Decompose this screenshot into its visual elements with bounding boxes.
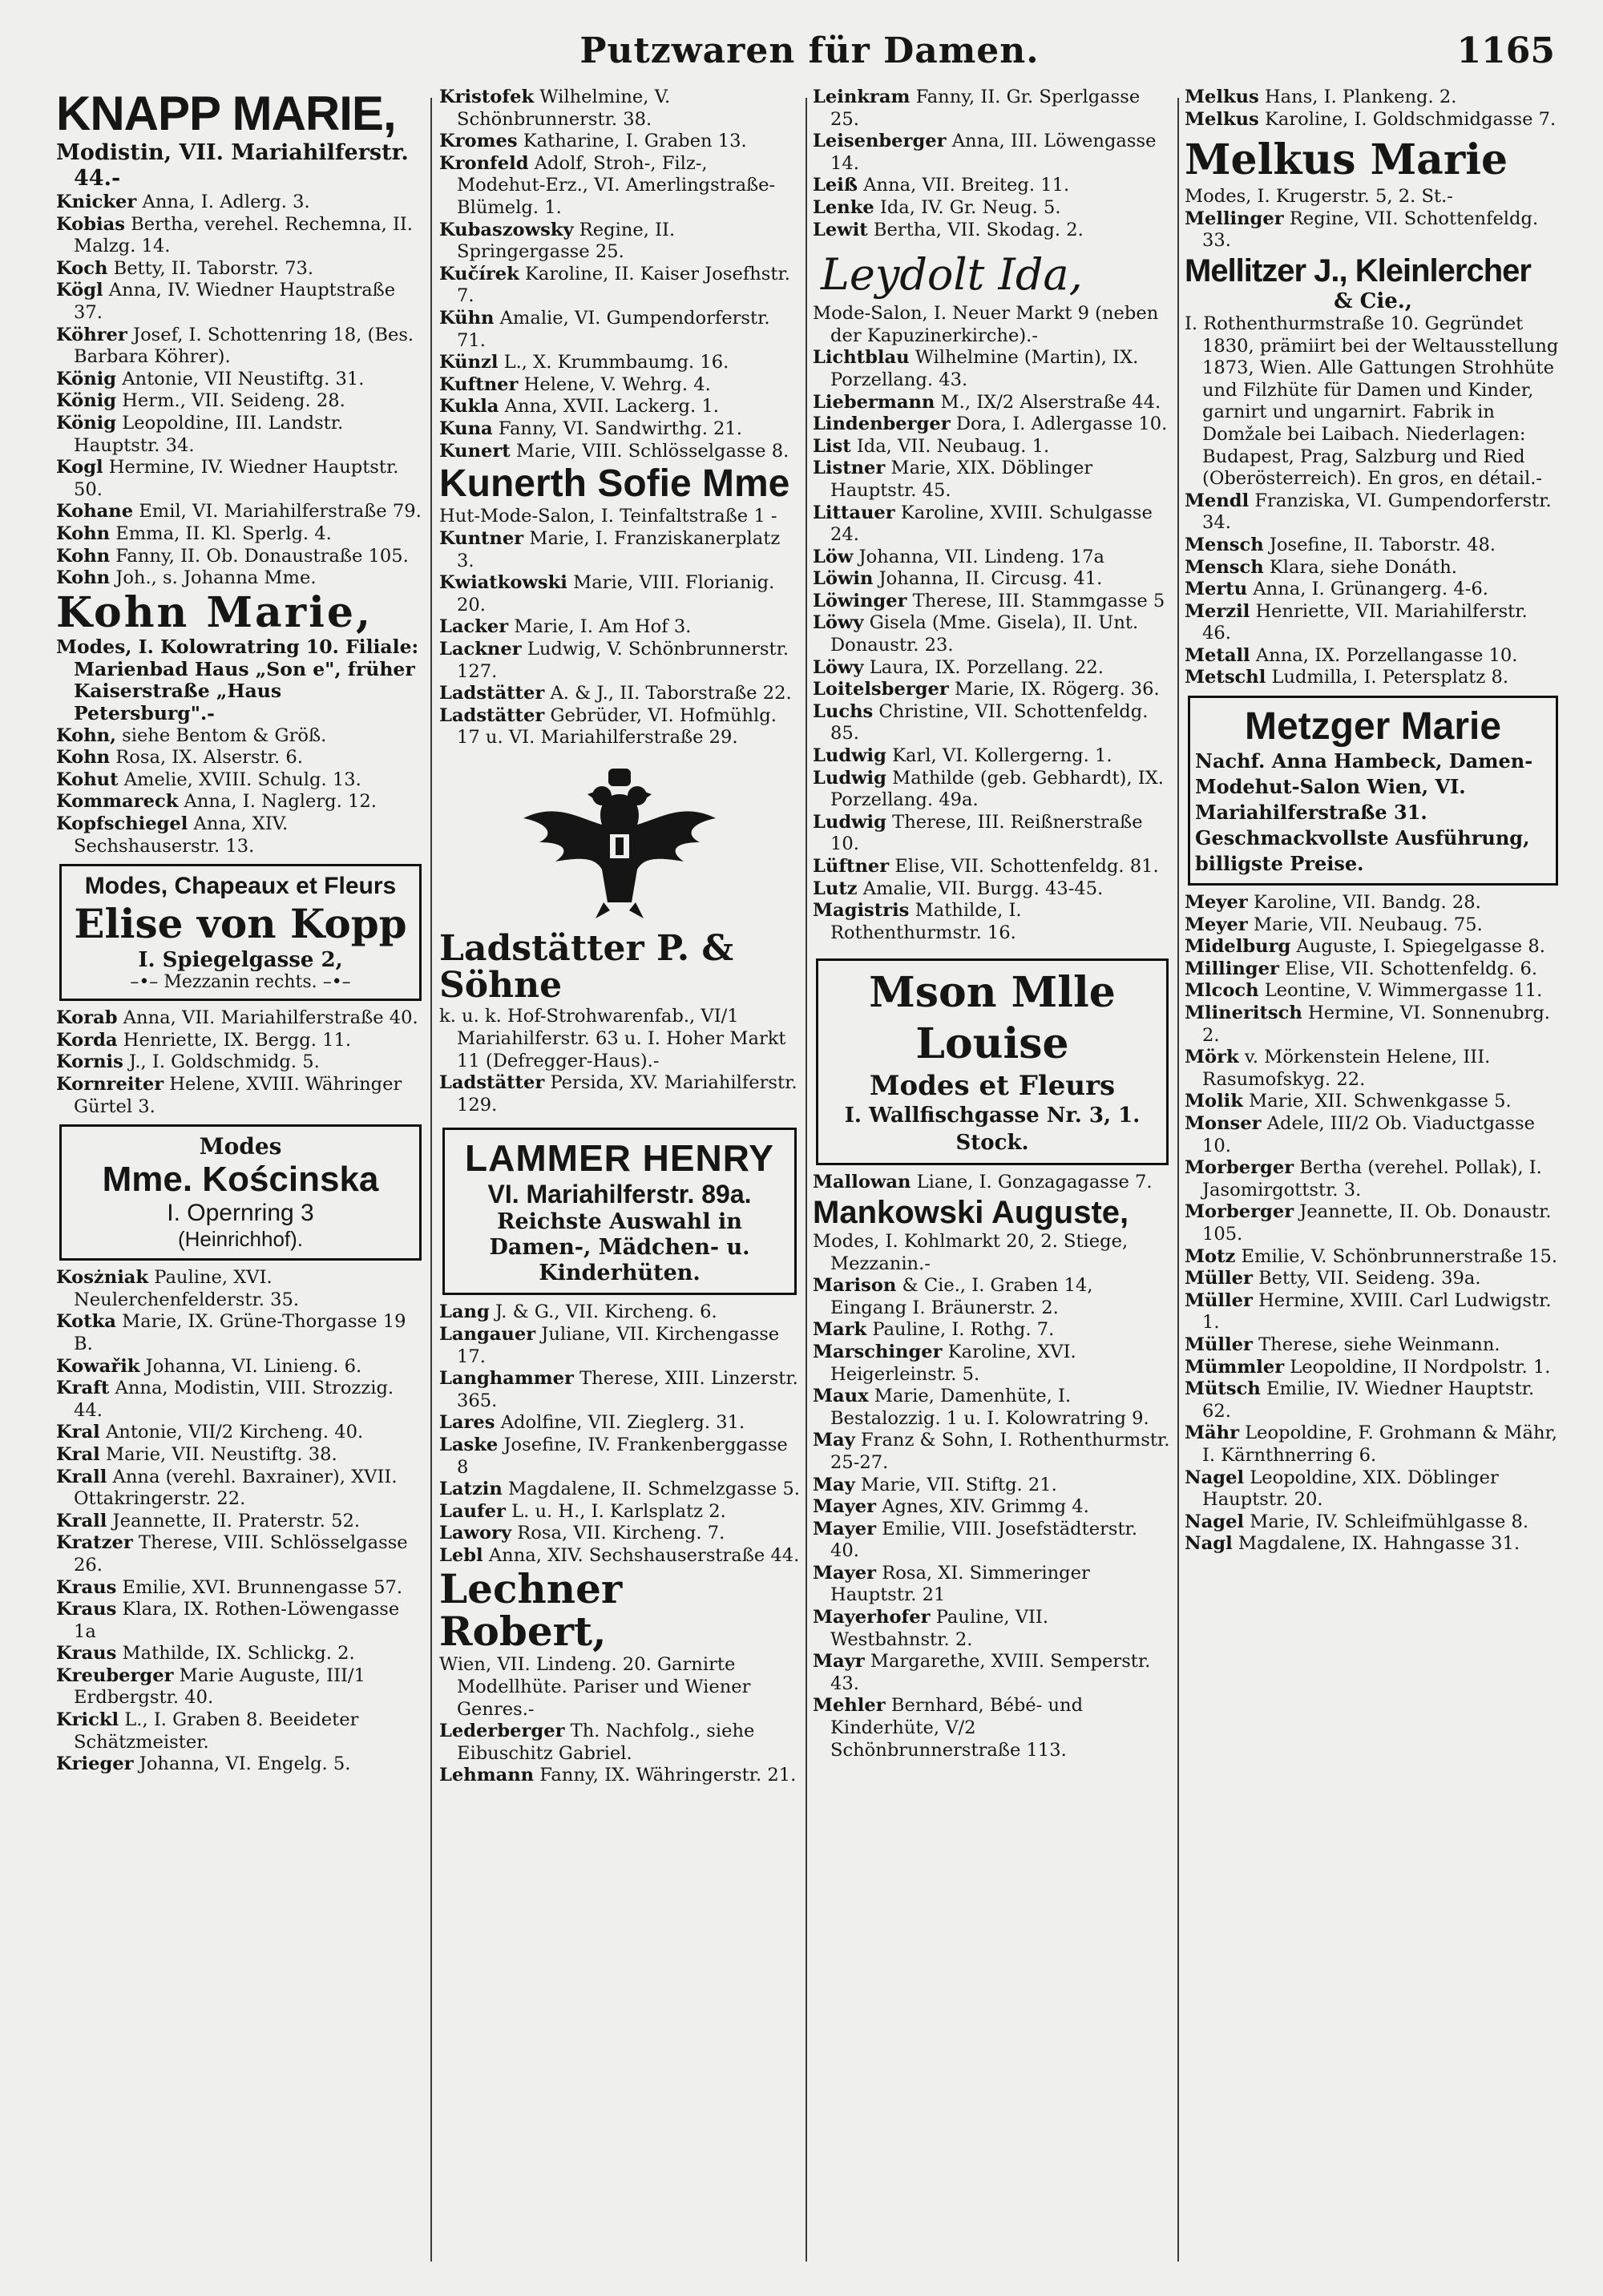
directory-entry: Lenke Ida, IV. Gr. Neug. 5. xyxy=(813,196,1061,218)
directory-entry: Lawory Rosa, VII. Kircheng. 7. xyxy=(439,1523,725,1544)
directory-entry: Mayer Agnes, XIV. Grimmg 4. xyxy=(813,1496,1089,1518)
kunerth-name: Kunerth Sofie Mme xyxy=(439,462,790,506)
directory-entry: Ludwig Mathilde (geb. Gebhardt), IX. Porzellang. 49a. xyxy=(813,767,1164,811)
directory-entry: Nagl Magdalene, IX. Hahngasse 31. xyxy=(1185,1533,1520,1555)
entries-group xyxy=(439,1301,800,1567)
directory-entry: Leiß Anna, VII. Breiteg. 11. xyxy=(813,175,1070,196)
directory-entry: Mayerhofer Pauline, VII. Westbahnstr. 2. xyxy=(813,1607,1049,1650)
mellitzer-name: Mellitzer J., Kleinlercher xyxy=(1185,252,1531,289)
directory-entry: Kuftner Helene, V. Wehrg. 4. xyxy=(439,373,711,395)
directory-entry: Kuntner Marie, I. Franziskanerplatz 3. xyxy=(439,528,781,571)
directory-entry: Mümmler Leopoldine, II Nordpolstr. 1. xyxy=(1185,1356,1551,1378)
directory-entry: Mayr Margarethe, XVIII. Semperstr. 43. xyxy=(813,1651,1151,1694)
directory-entry: Lüftner Elise, VII. Schottenfeldg. 81. xyxy=(813,856,1159,877)
directory-entry: Mertu Anna, I. Grünangerg. 4-6. xyxy=(1185,579,1488,600)
directory-entry: Kohn Joh., s. Johanna Mme. xyxy=(56,567,317,589)
column-1 xyxy=(56,87,425,1776)
louise-advert xyxy=(816,958,1169,1165)
entries-group xyxy=(813,1275,1172,1761)
directory-entry: Kommareck Anna, I. Naglerg. 12. xyxy=(56,791,377,813)
directory-entry: Lichtblau Wilhelmine (Martin), IX. Porzellang. 43. xyxy=(813,347,1139,390)
directory-entry: Latzin Magdalene, II. Schmelzgasse 5. xyxy=(439,1479,800,1500)
entries-group xyxy=(56,725,425,858)
directory-entry: Marschinger Karoline, XVI. Heigerleinstr. 5. xyxy=(813,1341,1076,1385)
directory-entry: Löwin Johanna, II. Circusg. 41. xyxy=(813,568,1103,590)
kopp-line-1: Modes, Chapeaux et Fleurs xyxy=(84,873,397,900)
mankowski-text: Modes, I. Kohlmarkt 20, 2. Stiege, Mezzanin.- xyxy=(813,1230,1129,1274)
entries-group xyxy=(1185,87,1561,131)
directory-entry: Korab Anna, VII. Mariahilferstraße 40. xyxy=(56,1007,418,1029)
mankowski-name: Mankowski Auguste, xyxy=(813,1194,1129,1230)
koscinska-line-2: Mme. Kościnska xyxy=(102,1160,379,1200)
double-headed-eagle-icon xyxy=(507,762,732,922)
metzger-line-2: Nachf. Anna Hambeck, Damen-Modehut-Salon Wien, VI. Mariahilferstraße 31. Geschmackvollste Ausführung, billigste Preise. xyxy=(1195,749,1533,876)
entries-group xyxy=(1185,892,1561,1556)
directory-entry: Motz Emilie, V. Schönbrunnerstraße 15. xyxy=(1185,1245,1558,1267)
directory-entry: Krieger Johanna, VI. Engelg. 5. xyxy=(56,1753,351,1775)
directory-entry: Kotka Marie, IX. Grüne-Thorgasse 19 B. xyxy=(56,1311,406,1354)
directory-entry: Mensch Josefine, II. Taborstr. 48. xyxy=(1185,534,1496,555)
directory-entry: Lang J. & G., VII. Kircheng. 6. xyxy=(439,1301,717,1323)
directory-entry: Köhrer Josef, I. Schottenring 18, (Bes. Barbara Köhrer). xyxy=(56,324,414,368)
directory-entry: Meyer Karoline, VII. Bandg. 28. xyxy=(1185,892,1481,914)
metzger-line-1: Metzger Marie xyxy=(1244,705,1502,749)
mellitzer-sub: & Cie., xyxy=(1334,289,1412,313)
directory-entry: Merzil Henriette, VII. Mariahilferstr. 46. xyxy=(1185,600,1528,644)
page-header xyxy=(56,24,1563,88)
directory-entry: Kraft Anna, Modistin, VIII. Strozzig. 44. xyxy=(56,1378,394,1421)
directory-entry: Kohane Emil, VI. Mariahilferstraße 79. xyxy=(56,501,422,523)
directory-entry: Kristofek Wilhelmine, V. Schönbrunnerstr. 38. xyxy=(439,87,671,130)
directory-entry: May Marie, VII. Stiftg. 21. xyxy=(813,1474,1057,1495)
directory-entry: Leisenberger Anna, III. Löwengasse 14. xyxy=(813,131,1157,174)
leydolt-ida-name: Leydolt Ida, xyxy=(821,249,1083,301)
koscinska-line-4: (Heinrichhof). xyxy=(177,1227,304,1252)
directory-entry: Kuna Fanny, VI. Sandwirthg. 21. xyxy=(439,418,742,439)
entries-group xyxy=(813,1172,1172,1194)
directory-entry: Löwy Laura, IX. Porzellang. 22. xyxy=(813,656,1104,678)
directory-entry: Kosżniak Pauline, XVI. Neulerchenfelderstr. 35. xyxy=(56,1267,300,1310)
lechner-robert-text: Wien, VII. Lindeng. 20. Garnirte Modellhüte. Pariser und Wiener Genres.- xyxy=(439,1654,751,1720)
directory-entry: Kubaszowsky Regine, II. Springergasse 25. xyxy=(439,219,676,263)
directory-entry: Kohn Rosa, IX. Alserstr. 6. xyxy=(56,747,303,769)
directory-entry: König Herm., VII. Seideng. 28. xyxy=(56,390,345,412)
directory-entry: Morberger Bertha (verehel. Pollak), I. Jasomirgottstr. 3. xyxy=(1185,1157,1542,1200)
louise-line-3: I. Wallfischgasse Nr. 3, 1. Stock. xyxy=(844,1104,1141,1156)
directory-entry: Lares Adolfine, VII. Zieglerg. 31. xyxy=(439,1412,745,1434)
directory-entry: Mlineritsch Hermine, VI. Sonnenubrg. 2. xyxy=(1185,1003,1550,1046)
directory-entry: Ladstätter Persida, XV. Mariahilferstr. 129. xyxy=(439,1072,797,1116)
directory-entry: Lackner Ludwig, V. Schönbrunnerstr. 127. xyxy=(439,639,789,682)
koscinska-line-1: Modes xyxy=(199,1133,282,1160)
directory-entry: Lebl Anna, XIV. Sechshauserstraße 44. xyxy=(439,1544,800,1566)
directory-entry: Knicker Anna, I. Adlerg. 3. xyxy=(56,192,310,212)
entries-group xyxy=(813,347,1172,944)
melkus-marie-text: Modes, I. Krugerstr. 5, 2. St.- xyxy=(1185,186,1453,208)
directory-entry: Kohn, siehe Bentom & Größ. xyxy=(56,724,327,746)
directory-entry: Künzl L., X. Krummbaumg. 16. xyxy=(439,352,729,373)
koscinska-line-3: I. Opernring 3 xyxy=(167,1200,314,1227)
directory-entry: Müller Therese, siehe Weinmann. xyxy=(1185,1334,1500,1355)
directory-entry: Kogl Hermine, IV. Wiedner Hauptstr. 50. xyxy=(56,457,399,500)
directory-entry: Morberger Jeannette, II. Ob. Donaustr. 105. xyxy=(1185,1201,1552,1245)
kohn-marie-name: Kohn Marie, xyxy=(56,587,373,637)
directory-entry: Mörk v. Mörkenstein Helene, III. Rasumofskyg. 22. xyxy=(1185,1047,1491,1090)
directory-entry: Kraus Emilie, XVI. Brunnengasse 57. xyxy=(56,1576,403,1598)
directory-entry: Löwinger Therese, III. Stammgasse 5 xyxy=(813,590,1165,611)
directory-entry: Langauer Juliane, VII. Kirchengasse 17. xyxy=(439,1323,780,1367)
leydolt-ida-text: Mode-Salon, I. Neuer Markt 9 (neben der Kapuzinerkirche).- xyxy=(813,303,1159,346)
directory-entry: Lindenberger Dora, I. Adlergasse 10. xyxy=(813,414,1168,435)
directory-entry: Lederberger Th. Nachfolg., siehe Eibuschitz Gabriel. xyxy=(439,1721,755,1764)
column-2 xyxy=(439,87,800,1787)
entries-group xyxy=(56,1267,425,1776)
entries-group xyxy=(439,1721,800,1787)
directory-entry: Nagel Leopoldine, XIX. Döblinger Hauptstr. 20. xyxy=(1185,1467,1499,1511)
directory-entry: Kohn Emma, II. Kl. Sperlg. 4. xyxy=(56,523,332,544)
louise-line-2: Modes et Fleurs xyxy=(869,1070,1116,1103)
lechner-robert-name: Lechner Robert, xyxy=(439,1565,623,1655)
column-divider xyxy=(806,98,807,2262)
kopp-advert xyxy=(59,864,422,1001)
directory-entry: Kunert Marie, VIII. Schlösselgasse 8. xyxy=(439,440,789,462)
directory-entry: Molik Marie, XII. Schwenkgasse 5. xyxy=(1185,1091,1512,1112)
directory-entry: Mütsch Emilie, IV. Wiedner Hauptstr. 62. xyxy=(1185,1378,1535,1422)
directory-entry: Mellinger Regine, VII. Schottenfeldg. 33. xyxy=(1185,208,1539,252)
ladstaetter-soehne-name: Ladstätter P. & Söhne xyxy=(439,928,734,1007)
directory-entry: Kreuberger Marie Auguste, III/1 Erdbergstr. 40. xyxy=(56,1664,365,1709)
directory-entry: Maux Marie, Damenhüte, I. Bestalozzig. 1 u. I. Kolowratring 9. xyxy=(813,1386,1149,1429)
directory-entry: Korda Henriette, IX. Bergg. 11. xyxy=(56,1029,352,1051)
lammer-henry-advert xyxy=(442,1128,797,1295)
directory-entry: Mayer Rosa, XI. Simmeringer Hauptstr. 21 xyxy=(813,1562,1090,1606)
directory-entry: Kratzer Therese, VIII. Schlösselgasse 26. xyxy=(56,1532,408,1576)
directory-entry: Kobias Bertha, verehel. Rechemna, II. Malzg. 14. xyxy=(56,213,413,257)
column-3 xyxy=(813,87,1172,1761)
directory-entry: Löw Johanna, VII. Lindeng. 17a xyxy=(813,546,1104,567)
directory-entry: Lehmann Fanny, IX. Währingerstr. 21. xyxy=(439,1765,797,1786)
directory-entry: Krall Jeannette, II. Praterstr. 52. xyxy=(56,1510,361,1531)
melkus-marie-name: Melkus Marie xyxy=(1185,135,1508,185)
directory-entry: König Leopoldine, III. Landstr. Hauptstr. 34. xyxy=(56,412,344,456)
entries-group xyxy=(439,1072,800,1116)
directory-entry: Kral Antonie, VII/2 Kircheng. 40. xyxy=(56,1422,364,1443)
directory-entry: Mlcoch Leontine, V. Wimmergasse 11. xyxy=(1185,980,1543,1002)
kunerth-text: Hut-Mode-Salon, I. Teinfaltstraße 1 - xyxy=(439,506,777,527)
page-number: 1165 xyxy=(1456,30,1555,71)
directory-entry: Kohn Fanny, II. Ob. Donaustraße 105. xyxy=(56,545,409,567)
directory-entry: Langhammer Therese, XIII. Linzerstr. 365. xyxy=(439,1368,798,1411)
directory-entry: Leinkram Fanny, II. Gr. Sperlgasse 25. xyxy=(813,87,1141,130)
directory-entry: Ladstätter Gebrüder, VI. Hofmühlg. 17 u. VI. Mariahilferstraße 29. xyxy=(439,704,777,749)
koscinska-advert xyxy=(59,1124,422,1261)
kohn-marie-text: Modes, I. Kolowratring 10. Filiale: Marienbad Haus „Son e", früher Kaiserstraße „Haus Petersburg".- xyxy=(56,636,419,725)
directory-entry: Lacker Marie, I. Am Hof 3. xyxy=(439,616,692,638)
directory-entry: Kraus Mathilde, IX. Schlickg. 2. xyxy=(56,1643,355,1664)
directory-entry: Millinger Elise, VII. Schottenfeldg. 6. xyxy=(1185,958,1538,979)
column-4 xyxy=(1185,87,1561,1556)
directory-entry: Midelburg Auguste, I. Spiegelgasse 8. xyxy=(1185,936,1545,958)
directory-entry: Metall Anna, IX. Porzellangasse 10. xyxy=(1185,644,1518,666)
directory-entry: Loitelsberger Marie, IX. Rögerg. 36. xyxy=(813,679,1160,700)
directory-entry: Kowařik Johanna, VI. Linieng. 6. xyxy=(56,1355,362,1377)
directory-entry: Müller Hermine, XVIII. Carl Ludwigstr. 1. xyxy=(1185,1289,1552,1334)
directory-entry: Kral Marie, VII. Neustiftg. 38. xyxy=(56,1443,337,1465)
directory-entry: Kromes Katharine, I. Graben 13. xyxy=(439,131,747,152)
directory-entry: Lutz Amalie, VII. Burgg. 43-45. xyxy=(813,878,1104,899)
directory-entry: Mähr Leopoldine, F. Grohmann & Mähr, I. Kärnthnerring 6. xyxy=(1185,1422,1558,1466)
directory-entry: Meyer Marie, VII. Neubaug. 75. xyxy=(1185,914,1483,935)
ornament-icon: –•– xyxy=(130,972,159,993)
louise-line-1: Mson Mlle Louise xyxy=(869,968,1116,1069)
directory-entry: Metschl Ludmilla, I. Petersplatz 8. xyxy=(1185,667,1509,688)
entries-group xyxy=(1185,490,1561,689)
directory-entry: Mark Pauline, I. Rothg. 7. xyxy=(813,1319,1055,1341)
directory-entry: Melkus Hans, I. Plankeng. 2. xyxy=(1185,87,1457,107)
entries-group xyxy=(439,528,800,749)
directory-entry: Monser Adele, III/2 Ob. Viaductgasse 10. xyxy=(1185,1113,1535,1156)
directory-entry: Nagel Marie, IV. Schleifmühlgasse 8. xyxy=(1185,1511,1529,1532)
page-title: Putzwaren für Damen. xyxy=(579,30,1040,71)
directory-entry: Laske Josefine, IV. Frankenberggasse 8 xyxy=(439,1434,788,1478)
directory-entry: Kronfeld Adolf, Stroh-, Filz-, Modehut-Erz., VI. Amerlingstraße-Blümelg. 1. xyxy=(439,152,776,218)
knapp-marie-name: KNAPP MARIE, xyxy=(56,87,396,140)
directory-entry: Kohut Amelie, XVIII. Schulg. 13. xyxy=(56,769,361,790)
directory-entry: Kučírek Karoline, II. Kaiser Josefhstr. 7. xyxy=(439,263,790,307)
entries-group xyxy=(439,87,800,462)
directory-entry: List Ida, VII. Neubaug. 1. xyxy=(813,435,1050,457)
directory-entry: Ladstätter A. & J., II. Taborstraße 22. xyxy=(439,683,792,704)
directory-entry: Kühn Amalie, VI. Gumpendorferstr. 71. xyxy=(439,307,770,351)
lammer-line-3: Reichste Auswahl in Damen-, Mädchen- u. Kinderhüten. xyxy=(489,1209,750,1286)
directory-page xyxy=(56,24,1563,2268)
entries-group xyxy=(813,87,1172,241)
directory-entry: Koch Betty, II. Taborstr. 73. xyxy=(56,257,313,279)
kopp-line-3: I. Spiegelgasse 2, xyxy=(138,948,343,973)
directory-entry: Kopfschiegel Anna, XIV. Sechshauserstr. 13. xyxy=(56,813,289,857)
metzger-advert xyxy=(1188,696,1558,886)
directory-entry: Lewit Bertha, VII. Skodag. 2. xyxy=(813,219,1084,240)
column-divider xyxy=(430,98,432,2262)
knapp-marie-text: Modistin, VII. Mariahilferstr. 44.- xyxy=(56,140,409,191)
directory-entry: Magistris Mathilde, I. Rothenthurmstr. 16. xyxy=(813,900,1022,943)
directory-entry: Mensch Klara, siehe Donáth. xyxy=(1185,556,1457,578)
kopp-line-4: –•– Mezzanin rechts. –•– xyxy=(130,972,351,993)
directory-entry: Ludwig Karl, VI. Kollergerng. 1. xyxy=(813,745,1112,767)
directory-entry: Mayer Emilie, VIII. Josefstädterstr. 40. xyxy=(813,1518,1138,1562)
directory-entry: Luchs Christine, VII. Schottenfeldg. 85. xyxy=(813,700,1149,744)
directory-entry: Kukla Anna, XVII. Lackerg. 1. xyxy=(439,396,719,418)
directory-entry: Mallowan Liane, I. Gonzagagasse 7. xyxy=(813,1172,1153,1193)
directory-entry: Listner Marie, XIX. Döblinger Hauptstr. 45. xyxy=(813,458,1093,501)
directory-entry: Kornreiter Helene, XVIII. Währinger Gürtel 3. xyxy=(56,1074,402,1117)
directory-entry: May Franz & Sohn, I. Rothenthurmstr. 25-27. xyxy=(813,1430,1170,1473)
directory-entry: Kornis J., I. Goldschmidg. 5. xyxy=(56,1051,320,1073)
column-divider xyxy=(1177,98,1179,2262)
lammer-line-2: VI. Mariahilferstr. 89a. xyxy=(487,1180,752,1209)
entries-group xyxy=(1185,208,1561,252)
entries-group xyxy=(56,192,425,590)
directory-entry: Kraus Klara, IX. Rothen-Löwengasse 1a xyxy=(56,1599,400,1642)
directory-entry: Marison & Cie., I. Graben 14, Eingang I. Bräunerstr. 2. xyxy=(813,1275,1093,1318)
directory-entry: Littauer Karoline, XVIII. Schulgasse 24. xyxy=(813,502,1153,546)
directory-entry: Müller Betty, VII. Seideng. 39a. xyxy=(1185,1268,1481,1289)
directory-entry: Kwiatkowski Marie, VIII. Florianig. 20. xyxy=(439,572,775,615)
mellitzer-text: I. Rothenthurmstraße 10. Gegründet 1830, prämiirt bei der Weltausstellung 1873, Wien. Alle Gattungen Strohhüte und Filzhüte für Damen und Kinder, garnirt und ungarnirt. Fabrik in Domžale bei Laibach. Niederlagen: Budapest, Prag, Salzburg und Ried (Oberösterreich). En gros, en détail.- xyxy=(1185,313,1559,490)
directory-entry: Löwy Gisela (Mme. Gisela), II. Unt. Donaustr. 23. xyxy=(813,612,1139,656)
directory-entry: Mehler Bernhard, Bébé- und Kinderhüte, V/2 Schönbrunnerstraße 113. xyxy=(813,1695,1084,1761)
directory-entry: Ludwig Therese, III. Reißnerstraße 10. xyxy=(813,811,1143,855)
directory-entry: Liebermann M., IX/2 Alserstraße 44. xyxy=(813,391,1161,413)
ornament-icon: –•– xyxy=(322,972,351,993)
ladstaetter-soehne-text: k. u. k. Hof-Strohwarenfab., VI/1 Mariahilferstr. 63 u. I. Hoher Markt 11 (Defregger-Haus).- xyxy=(439,1006,786,1071)
directory-entry: Krall Anna (verehl. Baxrainer), XVII. Ottakringerstr. 22. xyxy=(56,1466,398,1510)
directory-entry: Mendl Franziska, VI. Gumpendorferstr. 34. xyxy=(1185,490,1552,534)
directory-entry: Kögl Anna, IV. Wiedner Hauptstraße 37. xyxy=(56,280,396,323)
lammer-line-1: LAMMER HENRY xyxy=(465,1137,774,1180)
kopp-line-2: Elise von Kopp xyxy=(74,900,407,948)
entries-group xyxy=(56,1007,425,1118)
directory-entry: Krickl L., I. Graben 8. Beeideter Schätzmeister. xyxy=(56,1709,359,1753)
directory-entry: Laufer L. u. H., I. Karlsplatz 2. xyxy=(439,1500,726,1522)
directory-entry: König Antonie, VII Neustiftg. 31. xyxy=(56,368,365,389)
directory-entry: Melkus Karoline, I. Goldschmidgasse 7. xyxy=(1185,108,1557,130)
